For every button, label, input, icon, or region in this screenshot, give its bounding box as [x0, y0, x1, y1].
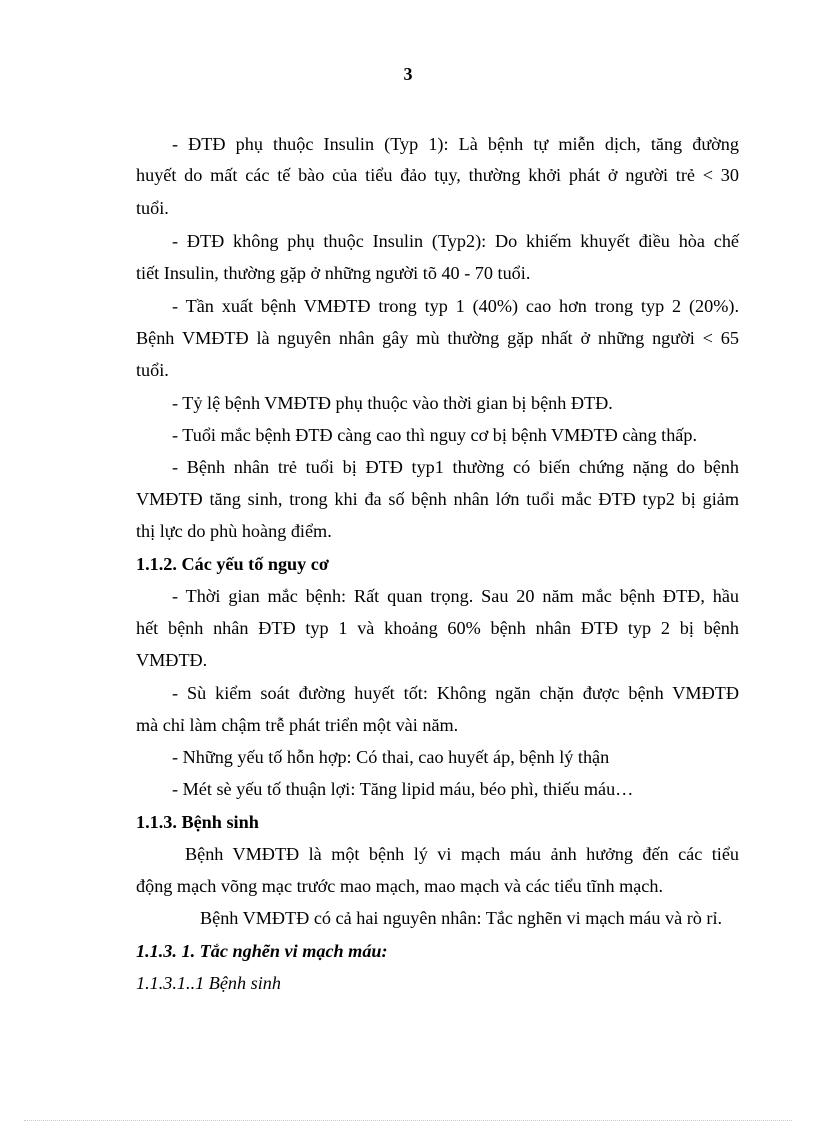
page-number: 3 [403, 64, 413, 84]
para-mixed-factors: - Những yếu tố hỗn hợp: Có thai, cao huyết áp, bệnh lý thận [172, 747, 610, 767]
para-frequency-line3: tuổi. [136, 360, 169, 380]
para-favorable-factors: - Mét sè yếu tố thuận lợi: Tăng lipid máu, béo phì, thiếu máu… [172, 779, 634, 799]
heading-risk-factors: 1.1.2. Các yếu tố nguy cơ [136, 554, 329, 574]
para-frequency-line2: Bệnh VMĐTĐ là nguyên nhân gây mù thường gặp nhất ở những người < 65 [136, 328, 739, 348]
para-control-line2: mà chỉ làm chậm trễ phát triển một vài năm. [136, 715, 459, 735]
para-rate-line: - Tỷ lệ bệnh VMĐTĐ phụ thuộc vào thời gian bị bệnh ĐTĐ. [172, 393, 613, 413]
para-age-line: - Tuổi mắc bệnh ĐTĐ càng cao thì nguy cơ bị bệnh VMĐTĐ càng thấp. [172, 425, 698, 445]
heading-pathogenesis: 1.1.3. Bệnh sinh [136, 812, 259, 832]
para-typ2-line2: tiết Insulin, thường gặp ở những người tõ 40 - 70 tuổi. [136, 263, 531, 283]
para-young-line2: VMĐTĐ tăng sinh, trong khi đa số bệnh nhân lớn tuổi mắc ĐTĐ typ2 bị giảm [136, 489, 739, 509]
para-frequency-line1: - Tần xuất bệnh VMĐTĐ trong typ 1 (40%) cao hơn trong typ 2 (20%). [172, 296, 739, 316]
para-duration-line1: - Thời gian mắc bệnh: Rất quan trọng. Sau 20 năm mắc bệnh ĐTĐ, hầu [172, 586, 739, 606]
para-causes-line: Bệnh VMĐTĐ có cả hai nguyên nhân: Tắc nghẽn vi mạch máu và rò rỉ. [200, 908, 723, 928]
para-typ1-line2: huyết do mất các tế bào của tiểu đảo tụy, thường khởi phát ở người trẻ < 30 [136, 165, 739, 185]
para-pathogenesis-line1: Bệnh VMĐTĐ là một bệnh lý vi mạch máu ảnh hưởng đến các tiểu [185, 844, 739, 864]
subheading-pathogenesis: 1.1.3.1..1 Bệnh sinh [136, 973, 281, 993]
para-control-line1: - Sù kiểm soát đường huyết tốt: Không ngăn chặn được bệnh VMĐTĐ [172, 683, 739, 703]
para-duration-line2: hết bệnh nhân ĐTĐ typ 1 và khoảng 60% bệnh nhân ĐTĐ typ 2 bị bệnh [136, 618, 739, 638]
para-young-line3: thị lực do phù hoàng điểm. [136, 521, 332, 541]
para-duration-line3: VMĐTĐ. [136, 650, 208, 670]
para-typ1-line3: tuổi. [136, 198, 169, 218]
page-bottom-rule [24, 1120, 792, 1121]
para-typ1-line1: - ĐTĐ phụ thuộc Insulin (Typ 1): Là bệnh tự miễn dịch, tăng đường [172, 134, 739, 154]
para-typ2-line1: - ĐTĐ không phụ thuộc Insulin (Typ2): Do khiếm khuyết điều hòa chế [172, 231, 739, 251]
para-young-line1: - Bệnh nhân trẻ tuổi bị ĐTĐ typ1 thường có biến chứng nặng do bệnh [172, 457, 739, 477]
para-pathogenesis-line2: động mạch võng mạc trước mao mạch, mao mạch và các tiểu tĩnh mạch. [136, 876, 664, 896]
heading-occlusion: 1.1.3. 1. Tắc nghẽn vi mạch máu: [136, 941, 388, 961]
